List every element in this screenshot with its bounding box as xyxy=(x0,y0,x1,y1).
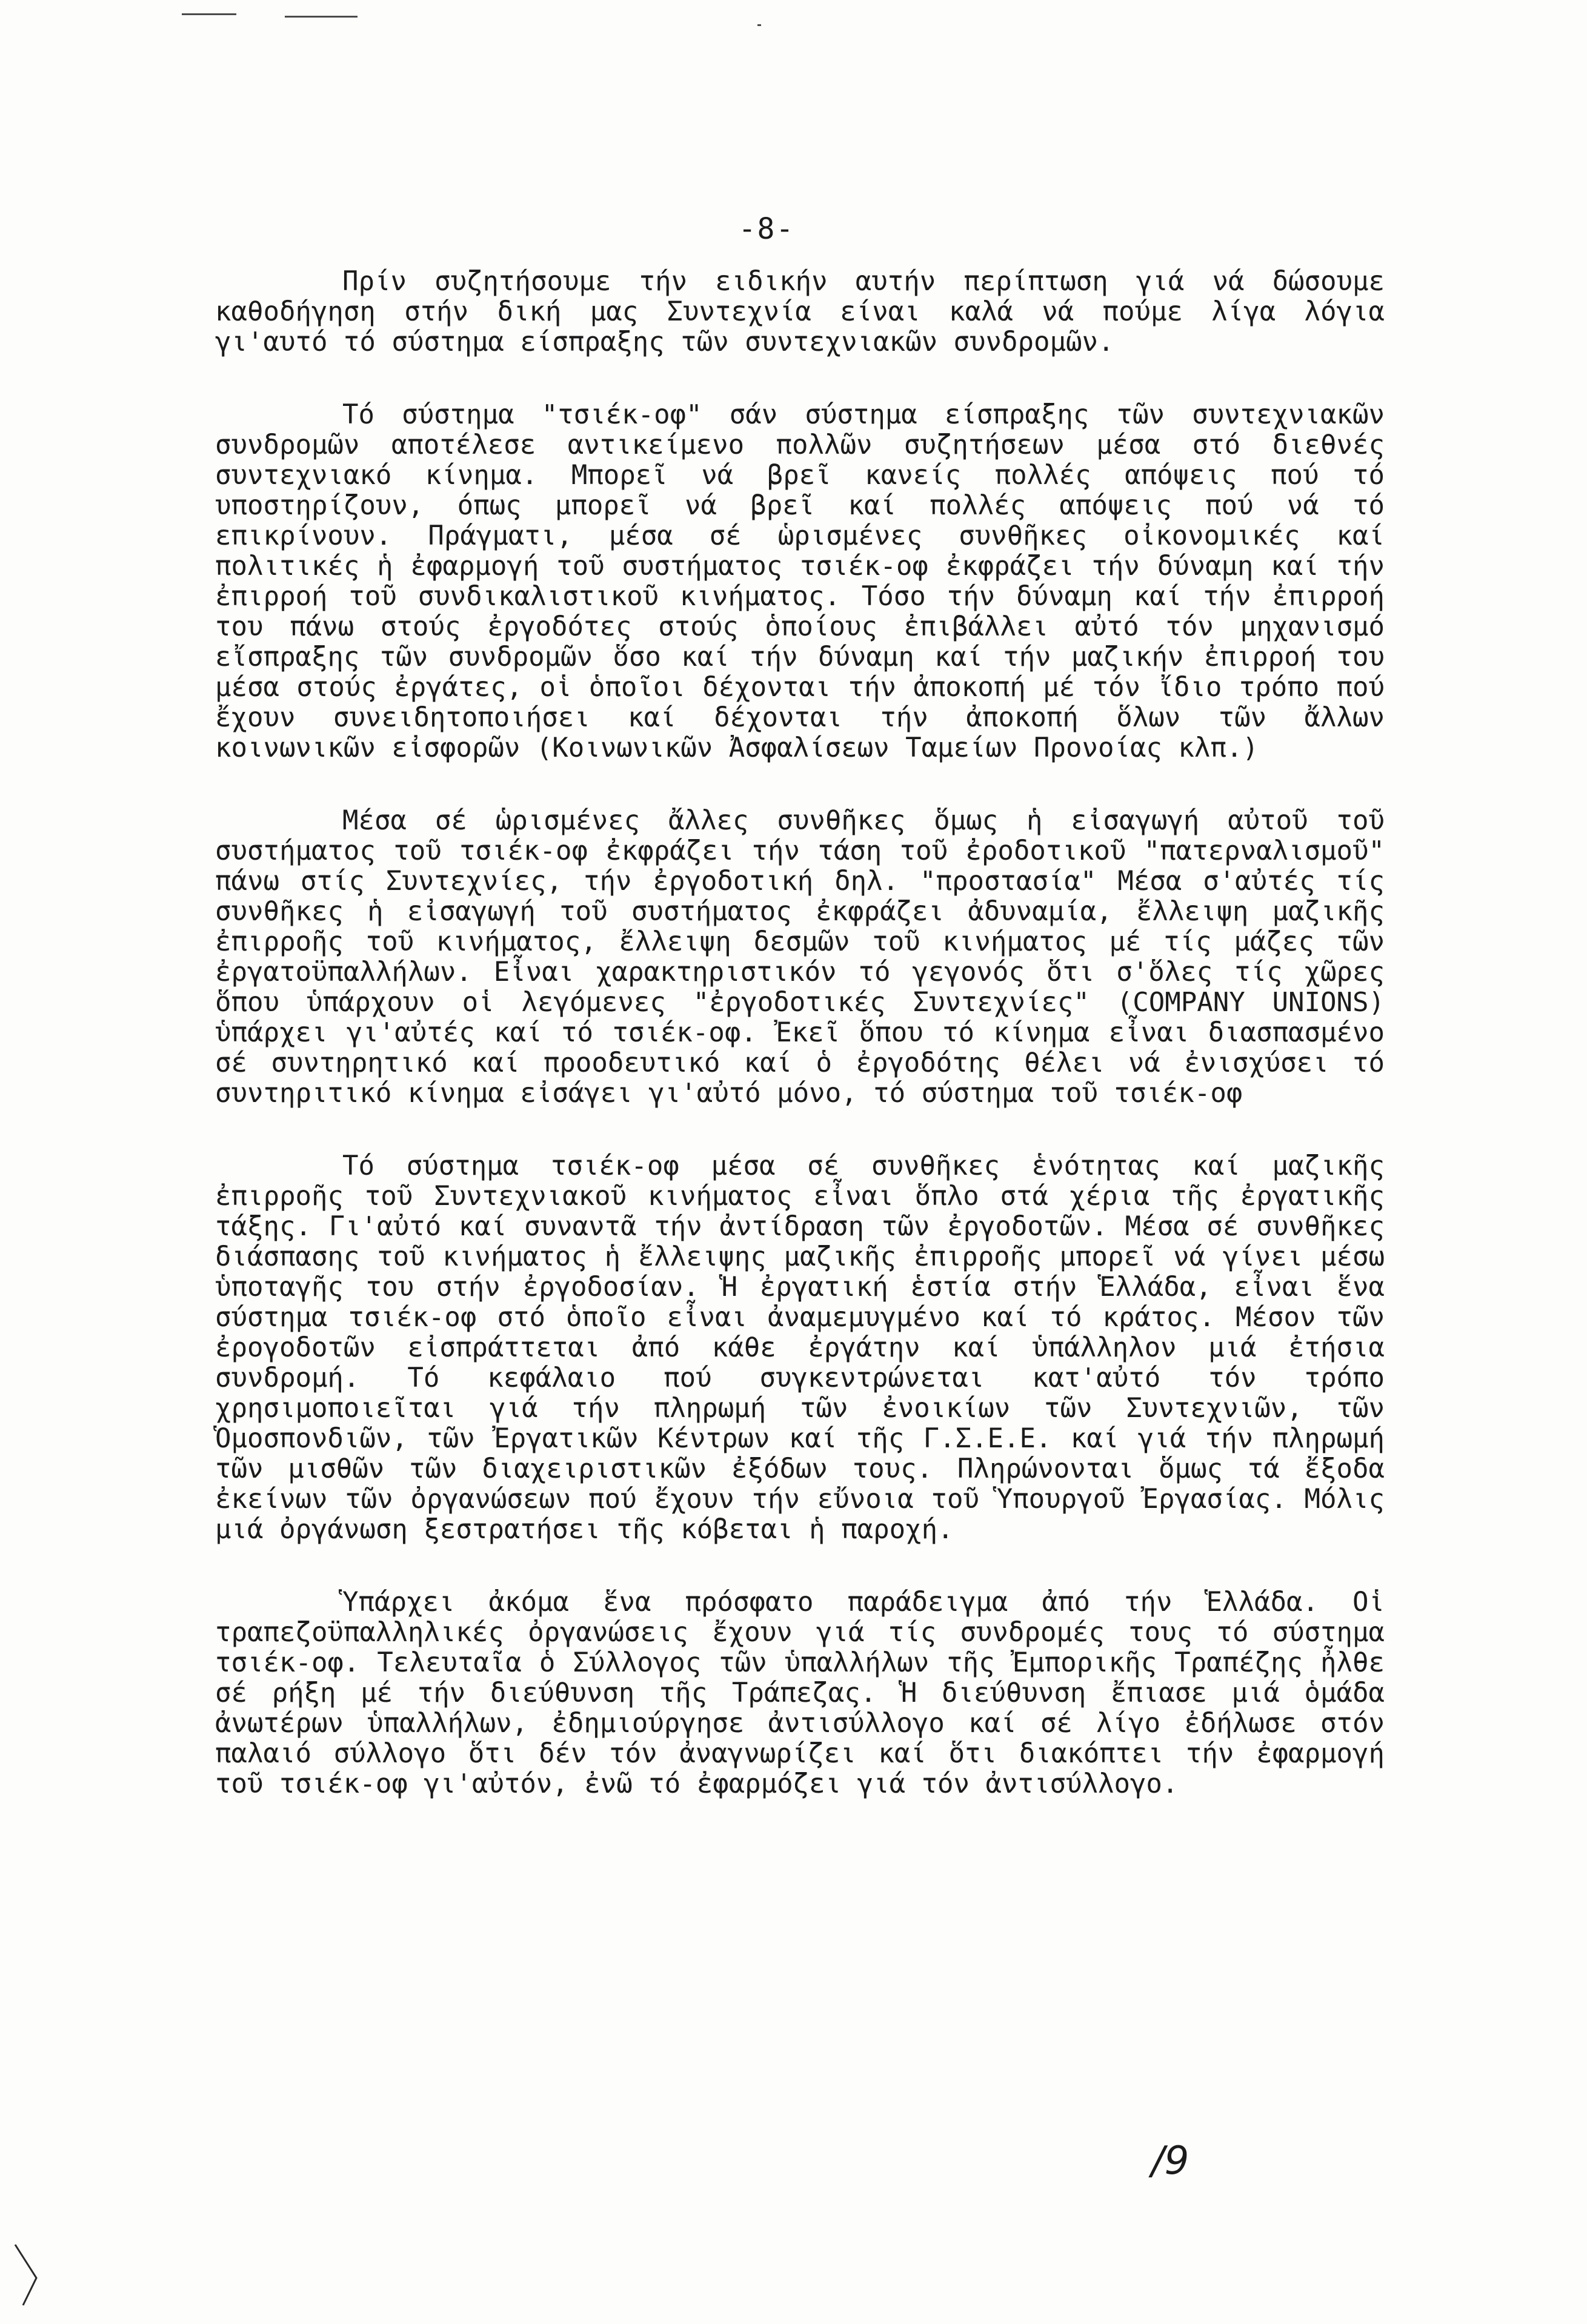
continuation-marker: /9 xyxy=(1151,2139,1189,2183)
scan-mark-top-mid xyxy=(285,16,358,18)
pen-stroke-mark xyxy=(12,2242,55,2308)
document-body xyxy=(215,267,1385,1836)
paragraph-1: Πρίν συζητήσουμε τήν ειδικήν αυτήν περίπτωση γιά νά δώσουμε καθοδήγηση στήν δική μας Συντεχνία είναι καλά νά πούμε λίγα λόγια γι'αυτό τό σύστημα είσπραξης τῶν συντεχνιακῶν συνδρομῶν. xyxy=(215,266,1385,357)
paragraph-4: Τό σύστημα τσιέκ-οφ μέσα σέ συνθῆκες ἑνότητας καί μαζικῆς ἐπιρροῆς τοῦ Συντεχνιακοῦ κινήματος εἶναι ὅπλο στά χέρια τῆς ἐργατικῆς τάξης. Γι'αὐτό καί συναντᾶ τήν ἀντίδραση τῶν ἐργοδοτῶν. Μέσα σέ συνθῆκες διάσπασης τοῦ κινήματος ἡ ἔλλειψης μαζικῆς ἐπιρροῆς μπορεῖ νά γίνει μέσω ὑποταγῆς του στήν ἐργοδοσίαν. Ἡ ἐργατική ἑστία στήν Ἑλλάδα, εἶναι ἕνα σύστημα τσιέκ-οφ στό ὁποῖο εἶναι ἀναμεμυγμένο καί τό κράτος. Μέσον τῶν ἐρογοδοτῶν εἰσπράττεται ἀπό κάθε ἐργάτην καί ὑπάλληλον μιά ἐτήσια συνδρομή. Τό κεφάλαιο πού συγκεντρώνεται κατ'αὐτό τόν τρόπο χρησιμοποιεῖται γιά τήν πληρωμή τῶν ἐνοικίων τῶν Συντεχνιῶν, τῶν Ὁμοσπονδιῶν, τῶν Ἐργατικῶν Κέντρων καί τῆς Γ.Σ.Ε.Ε. καί γιά τήν πληρωμή τῶν μισθῶν τῶν διαχειριστικῶν ἐξόδων τους. Πληρώνονται ὅμως τά ἔξοδα ἐκείνων τῶν ὀργανώσεων πού ἔχουν τήν εὔνοια τοῦ Ὑπουργοῦ Ἐργασίας. Μόλις μιά ὀργάνωση ξεστρατήσει τῆς κόβεται ἡ παροχή. xyxy=(215,1150,1385,1545)
scan-mark-top-left xyxy=(182,13,236,15)
paragraph-5: Ὑπάρχει ἀκόμα ἕνα πρόσφατο παράδειγμα ἀπό τήν Ἑλλάδα. Οἱ τραπεζοϋπαλληλικές ὀργανώσεις ἔχουν γιά τίς συνδρομές τους τό σύστημα τσιέκ-οφ. Τελευταῖα ὁ Σύλλογος τῶν ὑπαλλήλων τῆς Ἐμπορικῆς Τραπέζης ἦλθε σέ ρήξη μέ τήν διεύθυνση τῆς Τράπεζας. Ἡ διεύθυνση ἔπιασε μιά ὁμάδα ἀνωτέρων ὑπαλλήλων, ἐδημιούργησε ἀντισύλλογο καί σέ λίγο ἐδήλωσε στόν παλαιό σύλλογο ὅτι δέν τόν ἀναγνωρίζει καί ὅτι διακόπτει τήν ἐφαρμογή τοῦ τσιέκ-οφ γι'αὐτόν, ἐνῶ τό ἐφαρμόζει γιά τόν ἀντισύλλογο. xyxy=(215,1587,1385,1799)
scan-mark-top-dot xyxy=(757,24,761,26)
paragraph-3: Μέσα σέ ὡρισμένες ἄλλες συνθῆκες ὅμως ἡ εἰσαγωγή αὐτοῦ τοῦ συστήματος τοῦ τσιέκ-οφ ἐκφράζει τήν τάση τοῦ ἐροδοτικοῦ "πατερναλισμοῦ" πάνω στίς Συντεχνίες, τήν ἐργοδοτική δηλ. "προστασία" Μέσα σ'αὐτές τίς συνθῆκες ἡ εἰσαγωγή τοῦ συστήματος ἐκφράζει ἀδυναμία, ἔλλειψη μαζικῆς ἐπιρροῆς τοῦ κινήματος, ἔλλειψη δεσμῶν τοῦ κινήματος μέ τίς μάζες τῶν ἐργατοϋπαλλήλων. Εἶναι χαρακτηριστικόν τό γεγονός ὅτι σ'ὅλες τίς χῶρες ὅπου ὑπάρχουν οἱ λεγόμενες "ἐργοδοτικές Συντεχνίες" (COMPANY UNIONS) ὑπάρχει γι'αὐτές καί τό τσιέκ-οφ. Ἐκεῖ ὅπου τό κίνημα εἶναι διασπασμένο σέ συντηρητικό καί προοδευτικό καί ὁ ἐργοδότης θέλει νά ἐνισχύσει τό συντηριτικό κίνημα εἰσάγει γι'αὐτό μόνο, τό σύστημα τοῦ τσιέκ-οφ xyxy=(215,805,1385,1109)
page-number: -8- xyxy=(738,212,795,246)
paragraph-2: Τό σύστημα "τσιέκ-οφ" σάν σύστημα είσπραξης τῶν συντεχνιακῶν συνδρομῶν αποτέλεσε αντικείμενο πολλῶν συζητήσεων μέσα στό διεθνές συντεχνιακό κίνημα. Μπορεῖ νά βρεῖ κανείς πολλές απόψεις πού τό υποστηρίζουν, όπως μπορεῖ νά βρεῖ καί πολλές απόψεις πού νά τό επικρίνουν. Πράγματι, μέσα σέ ὡρισμένες συνθῆκες οἰκονομικές καί πολιτικές ἡ ἐφαρμογή τοῦ συστήματος τσιέκ-οφ ἐκφράζει τήν δύναμη καί τήν ἐπιρροή τοῦ συνδικαλιστικοῦ κινήματος. Τόσο τήν δύναμη καί τήν ἐπιρροή του πάνω στούς ἐργοδότες στούς ὁποίους ἐπιβάλλει αὐτό τόν μηχανισμό εἴσπραξης τῶν συνδρομῶν ὅσο καί τήν δύναμη καί τήν μαζικήν ἐπιρροή του μέσα στούς ἐργάτες, οἱ ὁποῖοι δέχονται τήν ἀποκοπή μέ τόν ἴδιο τρόπο πού ἔχουν συνειδητοποιήσει καί δέχονται τήν ἀποκοπή ὅλων τῶν ἄλλων κοινωνικῶν εἰσφορῶν (Κοινωνικῶν Ἀσφαλίσεων Ταμείων Προνοίας κλπ.) xyxy=(215,399,1385,763)
